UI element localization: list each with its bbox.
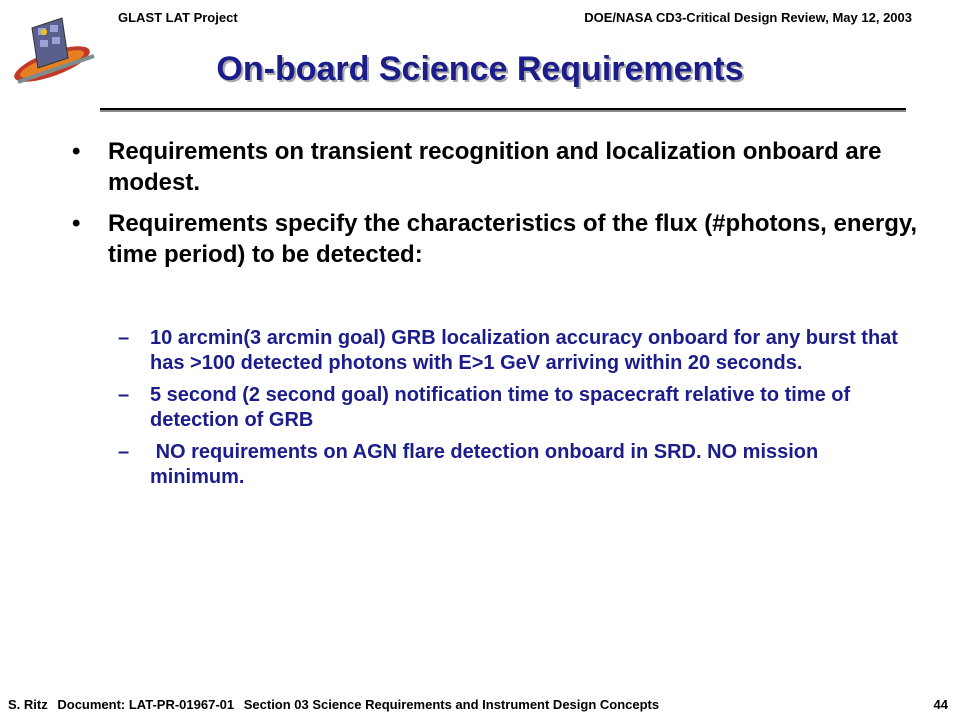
title-divider (100, 108, 906, 112)
sub-bullet-text: NO requirements on AGN flare detection onboard in SRD. NO mission minimum. (150, 441, 824, 488)
main-bullet-list (72, 136, 922, 280)
bullet-text: Requirements on transient recognition and localization onboard are modest. (108, 138, 882, 196)
bullet-item (72, 208, 922, 270)
bullet-item (72, 136, 922, 198)
bullet-text: Requirements specify the characteristics of the flux (#photons, energy, time period) to be detected: (108, 210, 918, 268)
sub-bullet-item (118, 383, 918, 433)
slide-title: On-board Science Requirements (216, 50, 744, 88)
footer-section: Section 03 Science Requirements and Instrument Design Concepts (243, 697, 660, 712)
header-review: DOE/NASA CD3-Critical Design Review, May 12, 2003 (584, 10, 912, 25)
sub-bullet-list (118, 326, 918, 497)
sub-bullet-marker: – (118, 441, 130, 463)
sub-bullet-marker: – (118, 327, 130, 349)
bullet-marker: • (72, 210, 81, 237)
footer-document: Document: LAT-PR-01967-01 (57, 697, 235, 712)
page-number: 44 (933, 697, 948, 712)
header-project: GLAST LAT Project (118, 10, 238, 25)
sub-bullet-item (118, 326, 918, 376)
sub-bullet-item (118, 440, 918, 490)
sub-bullet-text: 10 arcmin(3 arcmin goal) GRB localization accuracy onboard for any burst that has >100 detected photons with E>1 GeV arriving within 20 seconds. (150, 327, 898, 374)
footer-author: S. Ritz (8, 697, 48, 712)
sub-bullet-marker: – (118, 384, 130, 406)
footer (8, 697, 948, 712)
sub-bullet-text: 5 second (2 second goal) notification time to spacecraft relative to time of detection of GRB (150, 384, 851, 431)
bullet-marker: • (72, 138, 81, 165)
